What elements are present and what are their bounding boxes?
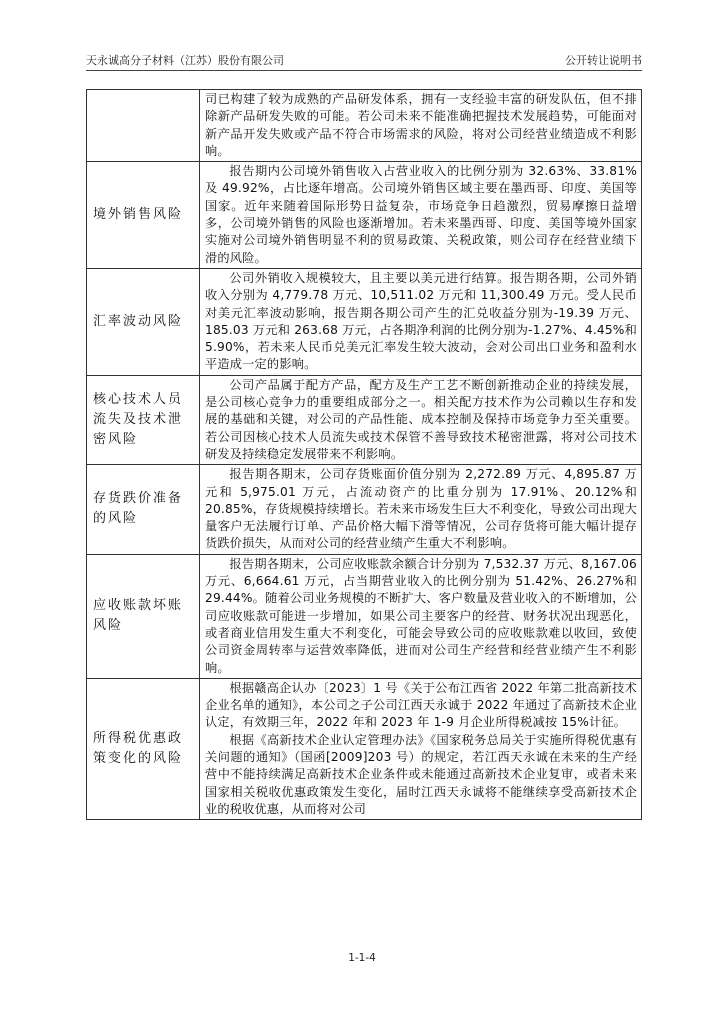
risk-paragraph: 根据赣高企认办〔2023〕1 号《关于公布江西省 2022 年第二批高新技术企业名单的通知》，本公司之子公司江西天永诚于 2022 年通过了高新技术企业认定，有效期三年，2022 年和 2023 年 1-9 月企业所得税减按 15%计征。 bbox=[205, 680, 637, 730]
table-row bbox=[87, 375, 642, 464]
company-name: 天永诚高分子材料（江苏）股份有限公司 bbox=[86, 54, 284, 67]
risk-name-cell: 核心技术人员流失及技术泄密风险 bbox=[87, 375, 200, 464]
risk-paragraph: 根据《高新技术企业认定管理办法》《国家税务总局关于实施所得税优惠有关问题的通知》（国函[2009]203 号）的规定，若江西天永诚在未来的生产经营中不能持续满足高新技术企业条件或未能通过高新技术企业复审，或者未来国家相关税收优惠政策发生变化，届时江西天永诚将不能继续享受高新技术企业的税收优惠，从而将对公司 bbox=[205, 732, 637, 816]
risk-description-cell bbox=[200, 465, 642, 554]
table-row bbox=[87, 90, 642, 162]
table-row bbox=[87, 465, 642, 554]
risk-description-cell bbox=[200, 678, 642, 819]
table-row bbox=[87, 268, 642, 375]
risk-description-cell bbox=[200, 375, 642, 464]
table-row bbox=[87, 678, 642, 819]
risk-paragraph: 公司产品属于配方产品，配方及生产工艺不断创新推动企业的持续发展，是公司核心竞争力的重要组成部分之一。相关配方技术作为公司赖以生存和发展的基础和关键，对公司的产品性能、成本控制及保持市场竞争力至关重要。若公司因核心技术人员流失或技术保管不善导致技术秘密泄露，将对公司技术研发及持续稳定发展带来不利影响。 bbox=[205, 377, 637, 461]
risk-paragraph: 报告期内公司境外销售收入占营业收入的比例分别为 32.63%、33.81%及 49.92%，占比逐年增高。公司境外销售区域主要在墨西哥、印度、美国等国家。近年来随着国际形势日益复杂，市场竞争日趋激烈，贸易摩擦日益增多，公司境外销售的风险也逐渐增加。若未来墨西哥、印度、美国等境外国家实施对公司境外销售明显不利的贸易政策、关税政策，则公司存在经营业绩下滑的风险。 bbox=[205, 164, 637, 265]
risk-name-cell: 所得税优惠政策变化的风险 bbox=[87, 678, 200, 819]
risk-description-cell bbox=[200, 268, 642, 375]
risk-paragraph: 司已构建了较为成熟的产品研发体系，拥有一支经验丰富的研发队伍，但不排除新产品研发失败的可能。若公司未来不能准确把握技术发展趋势，可能面对新产品开发失败或产品不符合市场需求的风险，将对公司经营业绩造成不利影响。 bbox=[205, 92, 637, 158]
risk-description-cell bbox=[200, 90, 642, 162]
risk-name-cell: 存货跌价准备的风险 bbox=[87, 465, 200, 554]
risk-description-cell bbox=[200, 554, 642, 678]
risk-name-cell: 汇率波动风险 bbox=[87, 268, 200, 375]
risk-paragraph: 公司外销收入规模较大，且主要以美元进行结算。报告期各期，公司外销收入分别为 4,779.78 万元、10,511.02 万元和 11,300.49 万元。受人民币对美元汇率波动影响，报告期各期公司产生的汇兑收益分别为-19.39 万元、185.03 万元和 263.68 万元，占各期净利润的比例分别为-1.27%、4.45%和 5.90%，若未来人民币兑美元汇率发生较大波动，会对公司出口业务和盈利水平造成一定的影响。 bbox=[205, 270, 637, 372]
risk-description-cell bbox=[200, 162, 642, 269]
document-type: 公开转让说明书 bbox=[565, 54, 642, 67]
risk-paragraph: 报告期各期末，公司应收账款余额合计分别为 7,532.37 万元、8,167.06 万元、6,664.61 万元，占当期营业收入的比例分别为 51.42%、26.27%和 29.44%。随着公司业务规模的不断扩大、客户数量及营业收入的不断增加，公司应收账款可能进一步增加，如果公司主要客户的经营、财务状况出现恶化，或者商业信用发生重大不利变化，可能会导致公司的应收账款难以收回，致使公司资金周转率与运营效率降低，进而对公司生产经营和经营业绩产生不利影响。 bbox=[205, 556, 637, 675]
table-row bbox=[87, 162, 642, 269]
page-header bbox=[86, 52, 642, 70]
risk-name-cell: 境外销售风险 bbox=[87, 162, 200, 269]
header-divider bbox=[86, 70, 642, 71]
page-number: 1-1-4 bbox=[348, 952, 376, 964]
risk-name-cell: 应收账款坏账风险 bbox=[87, 554, 200, 678]
table-row bbox=[87, 554, 642, 678]
risk-factors-table bbox=[86, 89, 642, 820]
risk-paragraph: 报告期各期末，公司存货账面价值分别为 2,272.89 万元、4,895.87 万元和 5,975.01 万元，占流动资产的比重分别为 17.91%、20.12%和 20.85%，存货规模持续增长。若未来市场发生巨大不利变化，导致公司出现大量客户无法履行订单、产品价格大幅下滑等情况，公司存货将可能大幅计提存货跌价损失，从而对公司的经营业绩产生重大不利影响。 bbox=[205, 467, 637, 551]
risk-name-cell bbox=[87, 90, 200, 162]
